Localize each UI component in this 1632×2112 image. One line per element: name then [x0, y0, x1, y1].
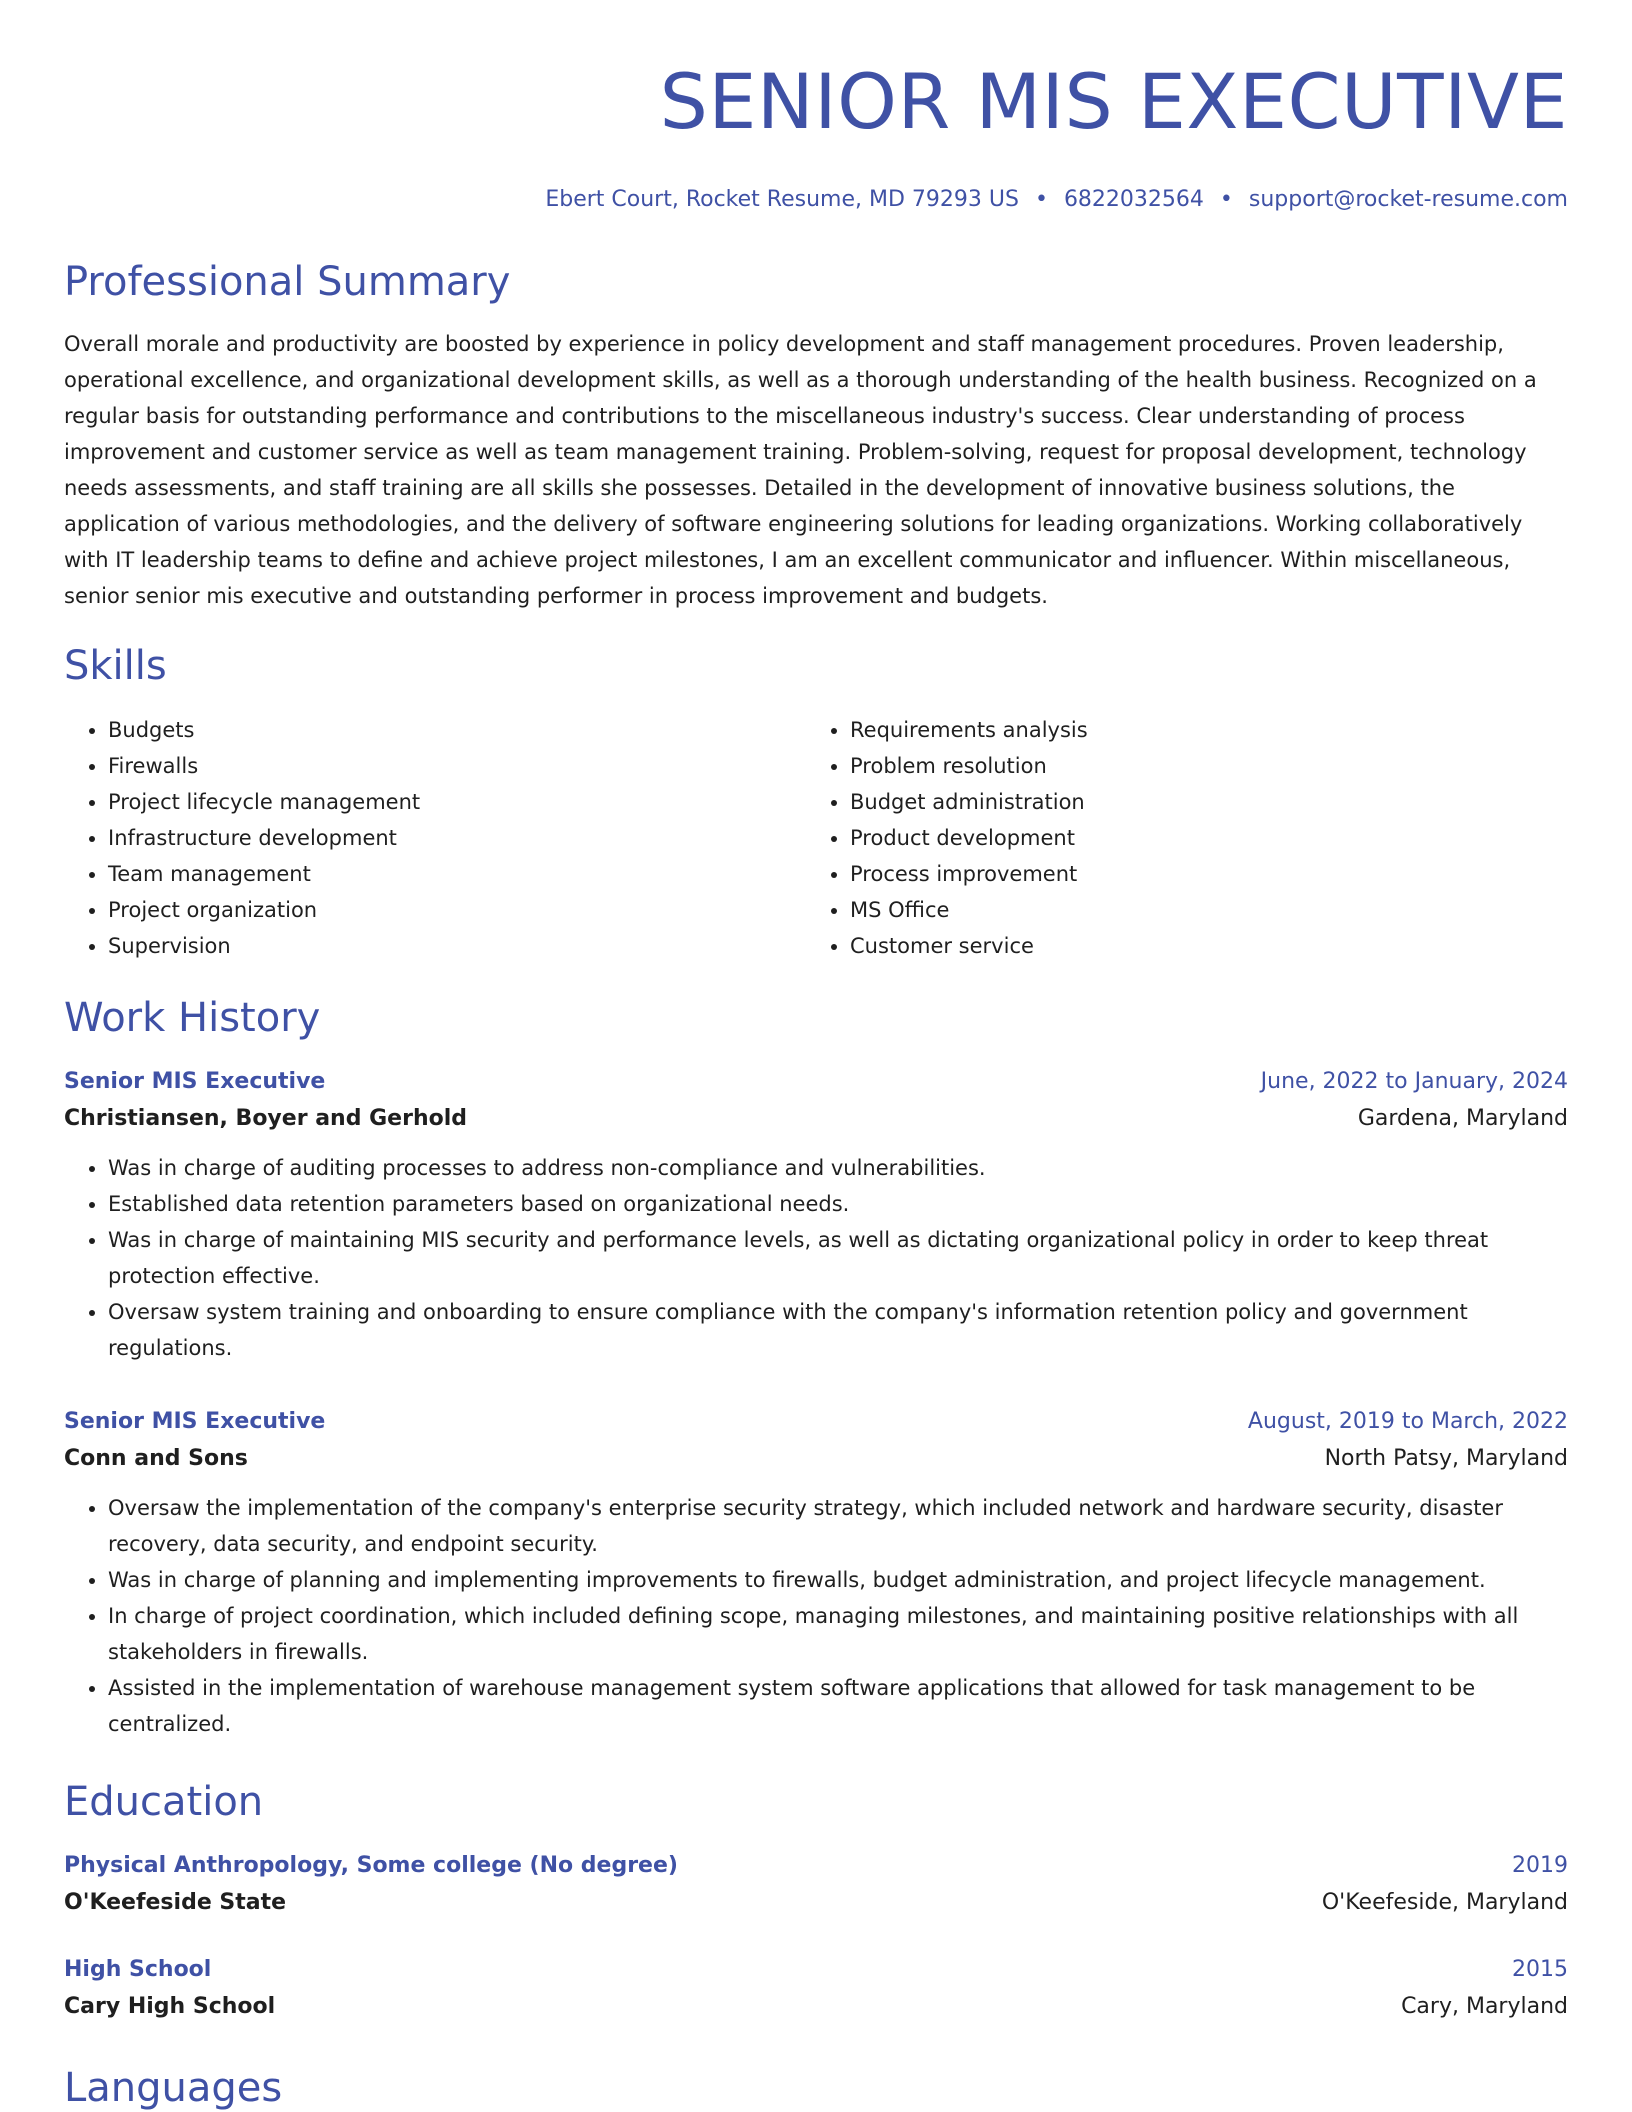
job-bullet: • Established data retention parameters based on organizational needs. — [108, 1186, 1568, 1222]
education-year: 2019 — [1512, 1853, 1568, 1878]
page-title: SENIOR MIS EXECUTIVE — [659, 57, 1568, 146]
section-title-work-history: Work History — [64, 995, 321, 1041]
education-entry — [64, 1952, 1568, 2026]
education-entry — [64, 1848, 1568, 1922]
education-location: Cary, Maryland — [1401, 1994, 1568, 2019]
job-bullet: • Was in charge of planning and implementing improvements to firewalls, budget administration, and project lifecycle management. — [108, 1562, 1568, 1598]
address: Ebert Court, Rocket Resume, MD 79293 US — [545, 187, 1019, 212]
skill-item: • Product development — [850, 820, 1548, 856]
skill-item: • Customer service — [850, 928, 1548, 964]
job-entry — [64, 1404, 1568, 1742]
skills-list — [64, 712, 1568, 964]
job-bullet: • In charge of project coordination, which included defining scope, managing milestones, and maintaining positive relationships with all stakeholders in firewalls. — [108, 1598, 1568, 1670]
skill-item: • Requirements analysis — [850, 712, 1548, 748]
skill-item: • MS Office — [850, 892, 1548, 928]
job-company: Christiansen, Boyer and Gerhold — [64, 1106, 468, 1131]
resume-page — [64, 0, 1568, 2112]
section-title-languages: Languages — [64, 2065, 283, 2111]
job-entry — [64, 1064, 1568, 1366]
contact-line — [64, 185, 1568, 215]
separator: • — [1034, 187, 1048, 212]
section-title-education: Education — [64, 1779, 264, 1825]
education-degree: Physical Anthropology, Some college (No degree) — [64, 1853, 678, 1878]
summary-text: Overall morale and productivity are boosted by experience in policy development and staff management procedures. Proven leadership, operational excellence, and organizational development skills, as well as a thorough understanding of the health business. Recognized on a regular basis for outstanding performance and contributions to the miscellaneous industry's success. Clear understanding of process improvement and customer service as well as team management training. Problem-solving, request for proposal development, technology needs assessments, and staff training are all skills she possesses. Detailed in the development of innovative business solutions, the application of various methodologies, and the delivery of software engineering solutions for leading organizations. Working collaboratively with IT leadership teams to define and achieve project milestones, I am an excellent communicator and influencer. Within miscellaneous, senior senior mis executive and outstanding performer in process improvement and budgets. — [64, 332, 1537, 608]
education-school: O'Keefeside State — [64, 1890, 287, 1915]
skill-item: • Team management — [108, 856, 806, 892]
education-school: Cary High School — [64, 1994, 276, 2019]
job-bullet: • Oversaw the implementation of the company's enterprise security strategy, which included network and hardware security, disaster recovery, data security, and endpoint security. — [108, 1490, 1568, 1562]
skill-item: • Problem resolution — [850, 748, 1548, 784]
job-company: Conn and Sons — [64, 1446, 248, 1471]
skills-column-right — [806, 712, 1548, 964]
education-year: 2015 — [1512, 1957, 1568, 1982]
skill-item: • Process improvement — [850, 856, 1548, 892]
education-degree: High School — [64, 1957, 212, 1982]
phone: 6822032564 — [1063, 187, 1204, 212]
skill-item: • Project organization — [108, 892, 806, 928]
skill-item: • Infrastructure development — [108, 820, 806, 856]
section-title-skills: Skills — [64, 643, 167, 689]
skill-item: • Budgets — [108, 712, 806, 748]
job-dates: August, 2019 to March, 2022 — [1247, 1409, 1568, 1434]
job-bullets — [64, 1490, 1568, 1742]
job-bullet: • Oversaw system training and onboarding to ensure compliance with the company's information retention policy and government regulations. — [108, 1294, 1568, 1366]
job-bullets — [64, 1150, 1568, 1366]
job-role: Senior MIS Executive — [64, 1069, 326, 1094]
job-role: Senior MIS Executive — [64, 1409, 326, 1434]
section-title-summary: Professional Summary — [64, 259, 511, 305]
skills-column-left — [64, 712, 806, 964]
job-location: Gardena, Maryland — [1357, 1106, 1568, 1131]
job-bullet: • Was in charge of maintaining MIS security and performance levels, as well as dictating organizational policy in order to keep threat protection effective. — [108, 1222, 1568, 1294]
education-location: O'Keefeside, Maryland — [1321, 1890, 1568, 1915]
skill-item: • Firewalls — [108, 748, 806, 784]
job-bullet: • Was in charge of auditing processes to address non-compliance and vulnerabilities. — [108, 1150, 1568, 1186]
skill-item: • Supervision — [108, 928, 806, 964]
job-dates: June, 2022 to January, 2024 — [1260, 1069, 1568, 1094]
email-link[interactable]: support@rocket-resume.com — [1248, 187, 1568, 212]
skill-item: • Project lifecycle management — [108, 784, 806, 820]
skill-item: • Budget administration — [850, 784, 1548, 820]
separator: • — [1219, 187, 1233, 212]
job-location: North Patsy, Maryland — [1324, 1446, 1568, 1471]
job-bullet: • Assisted in the implementation of warehouse management system software applications that allowed for task management to be centralized. — [108, 1670, 1568, 1742]
